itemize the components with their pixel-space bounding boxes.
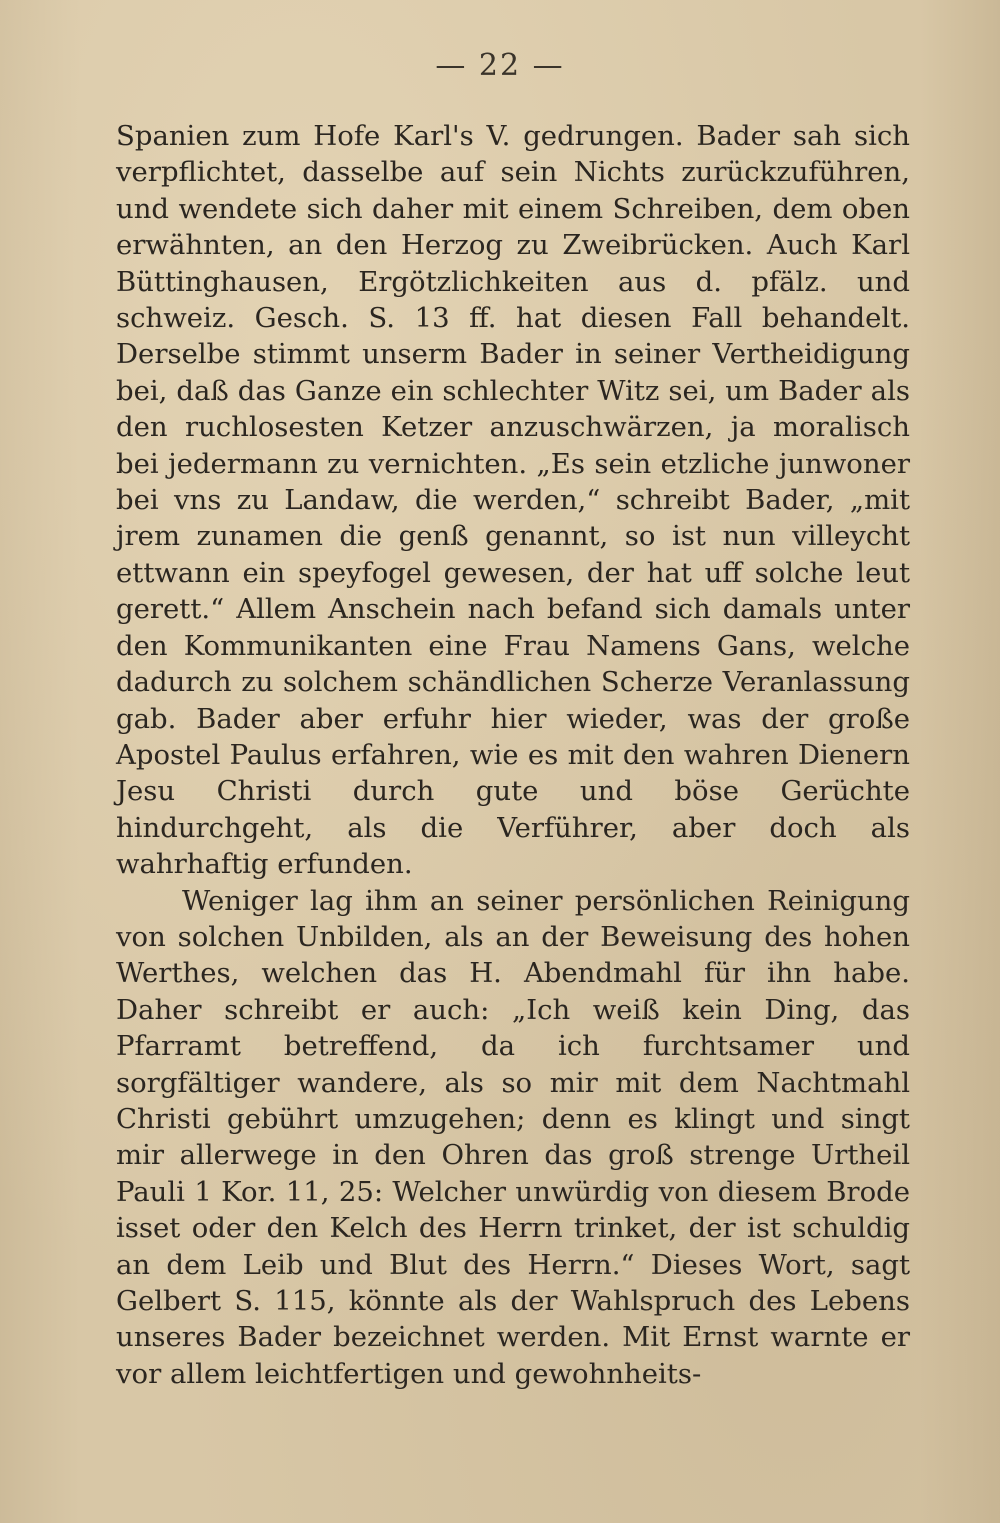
paragraph-2: Weniger lag ihm an seiner persönlichen Reinigung von solchen Unbilden, als an der Beweisung des hohen Werthes, welchen das H. Abendmahl für ihn habe. Daher schreibt er auch: „Ich weiß kein Ding, das Pfarramt betreffend, da ich furchtsamer und sorgfältiger wandere, als so mir mit dem Nachtmahl Christi gebührt umzugehen; denn es klingt und singt mir allerwege in den Ohren das groß strenge Urtheil Pauli 1 Kor. 11, 25: Welcher unwürdig von diesem Brode isset oder den Kelch des Herrn trinket, der ist schuldig an dem Leib und Blut des Herrn.“ Dieses Wort, sagt Gelbert S. 115, könnte als der Wahlspruch des Lebens unseres Bader bezeichnet werden. Mit Ernst warnte er vor allem leichtfertigen und gewohnheits- [116, 884, 910, 1390]
paragraph-1: Spanien zum Hofe Karl's V. gedrungen. Bader sah sich verpflichtet, dasselbe auf sein Nichts zurückzuführen, und wendete sich daher mit einem Schreiben, dem oben erwähnten, an den Herzog zu Zweibrücken. Auch Karl Büttinghausen, Ergötzlichkeiten aus d. pfälz. und schweiz. Gesch. S. 13 ff. hat diesen Fall behandelt. Derselbe stimmt unserm Bader in seiner Vertheidigung bei, daß das Ganze ein schlechter Witz sei, um Bader als den ruchlosesten Ketzer anzuschwärzen, ja moralisch bei jedermann zu vernichten. „Es sein etzliche junwoner bei vns zu Landaw, die werden,“ schreibt Bader, „mit jrem zunamen die genß genannt, so ist nun villeycht ettwann ein speyfogel gewesen, der hat uff solche leut gerett.“ Allem Anschein nach befand sich damals unter den Kommunikanten eine Frau Namens Gans, welche dadurch zu solchem schändlichen Scherze Veranlassung gab. Bader aber erfuhr hier wieder, was der große Apostel Paulus erfahren, wie es mit den wahren Dienern Jesu Christi durch gute und böse Gerüchte hindurchgeht, als die Verführer, aber doch als wahrhaftig erfunden. [116, 120, 910, 881]
page-number: — 22 — [435, 48, 565, 83]
body-text [116, 118, 910, 1392]
